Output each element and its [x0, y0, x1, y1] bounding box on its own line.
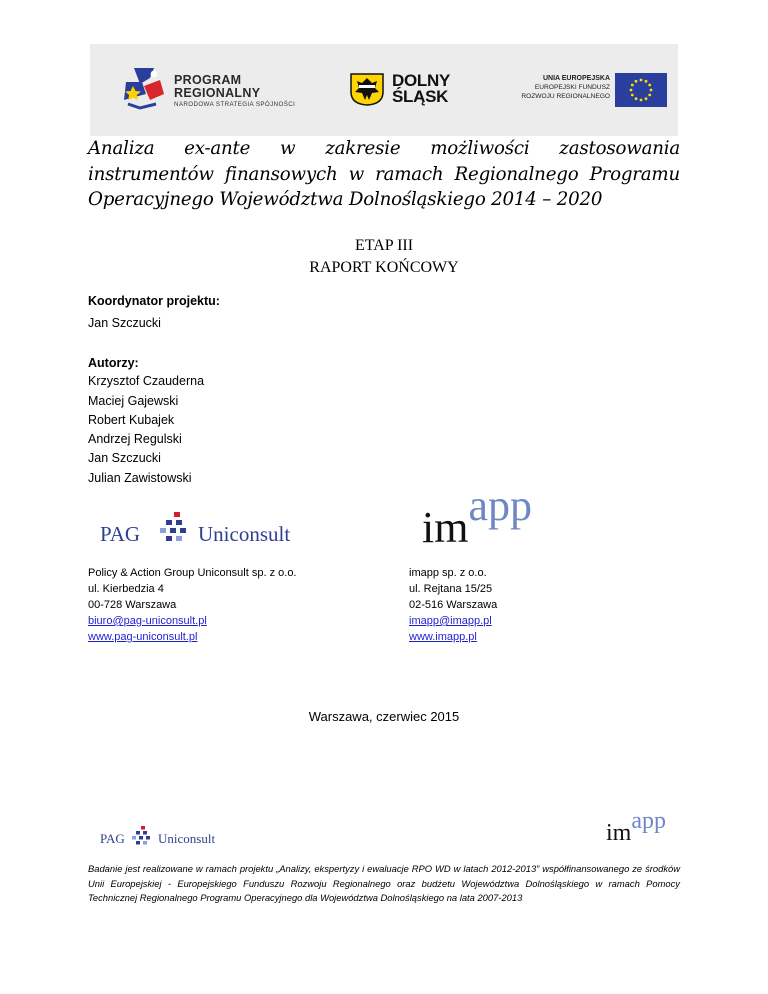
imapp-company-name: imapp sp. z o.o. — [409, 567, 487, 579]
pag-logo-text: PAG — [100, 522, 141, 546]
document-title: Analiza ex-ante w zakresie możliwości zastosowania instrumentów finansowych w ramach Regionalnego Programu Operacyjnego Województwa Dolnośląskiego 2014 – 2020 — [88, 138, 680, 211]
imapp-street: ul. Rejtana 15/25 — [409, 583, 493, 595]
author-name: Julian Zawistowski — [88, 471, 192, 485]
author-name: Krzysztof Czauderna — [88, 374, 205, 388]
dolny-slask-crest-icon — [349, 72, 385, 106]
footer-imapp-im: im — [606, 820, 632, 846]
footer-pag-dots-icon — [132, 826, 152, 848]
pag-street: ul. Kierbedzia 4 — [88, 583, 164, 595]
pag-company-name: Policy & Action Group Uniconsult sp. z o.o. — [88, 567, 297, 579]
pag-dots-icon — [160, 512, 190, 546]
program-regionalny-logo-icon — [120, 64, 172, 110]
program-logo-line2: REGIONALNY — [174, 86, 261, 100]
footer-imapp-app: app — [631, 808, 666, 834]
imapp-logo — [422, 481, 532, 553]
footer-uniconsult-text: Uniconsult — [158, 831, 216, 846]
pag-address-block — [88, 565, 297, 645]
program-logo-line1: PROGRAM — [174, 73, 242, 87]
uniconsult-logo-text: Uniconsult — [198, 522, 291, 546]
stage-label: ETAP III — [354, 237, 414, 254]
eu-label-line1: UNIA EUROPEJSKA — [542, 75, 610, 82]
program-logo-tagline: NARODOWA STRATEGIA SPÓJNOŚCI — [174, 101, 296, 108]
coordinator-name: Jan Szczucki — [88, 316, 161, 330]
eu-label-line2: EUROPEJSKI FUNDUSZ — [534, 84, 610, 91]
pag-website-link[interactable]: www.pag-uniconsult.pl — [88, 631, 198, 643]
author-name: Jan Szczucki — [88, 451, 161, 465]
pag-city: 00-728 Warszawa — [88, 599, 177, 611]
imapp-website-link[interactable]: www.imapp.pl — [409, 631, 477, 643]
eu-label-line3: ROZWOJU REGIONALNEGO — [521, 93, 610, 100]
footer-imapp-logo — [606, 808, 666, 847]
dolny-slask-line2: ŚLĄSK — [392, 87, 449, 106]
pag-email-link[interactable]: biuro@pag-uniconsult.pl — [88, 615, 207, 627]
imapp-logo-app: app — [468, 481, 532, 530]
authors-heading: Autorzy: — [88, 356, 139, 370]
imapp-city: 02-516 Warszawa — [409, 599, 498, 611]
coordinator-heading: Koordynator projektu: — [88, 294, 220, 308]
imapp-email-link[interactable]: imapp@imapp.pl — [409, 615, 492, 627]
place-and-date: Warszawa, czerwiec 2015 — [308, 709, 460, 724]
author-name: Maciej Gajewski — [88, 394, 179, 408]
footer-pag-text: PAG — [100, 831, 125, 846]
dolny-slask-line1: DOLNY — [392, 71, 451, 90]
imapp-logo-im: im — [422, 503, 469, 552]
eu-flag-icon — [615, 73, 667, 107]
imapp-address-block — [409, 565, 497, 645]
report-label: RAPORT KOŃCOWY — [309, 259, 459, 276]
funding-note: Badanie jest realizowane w ramach projektu „Analizy, ekspertyzy i ewaluacje RPO WD w latach 2012-2013” współfinansowanego ze środków Unii Europejskiej - Europejskiego Funduszu Rozwoju Regionalnego oraz budżetu Województwa Dolnośląskiego w ramach Pomocy Technicznej Regionalnego Programu Operacyjnego dla Województwa Dolnośląskiego na lata 2007-2013 — [88, 863, 680, 903]
author-name: Robert Kubajek — [88, 413, 175, 427]
author-name: Andrzej Regulski — [88, 432, 182, 446]
